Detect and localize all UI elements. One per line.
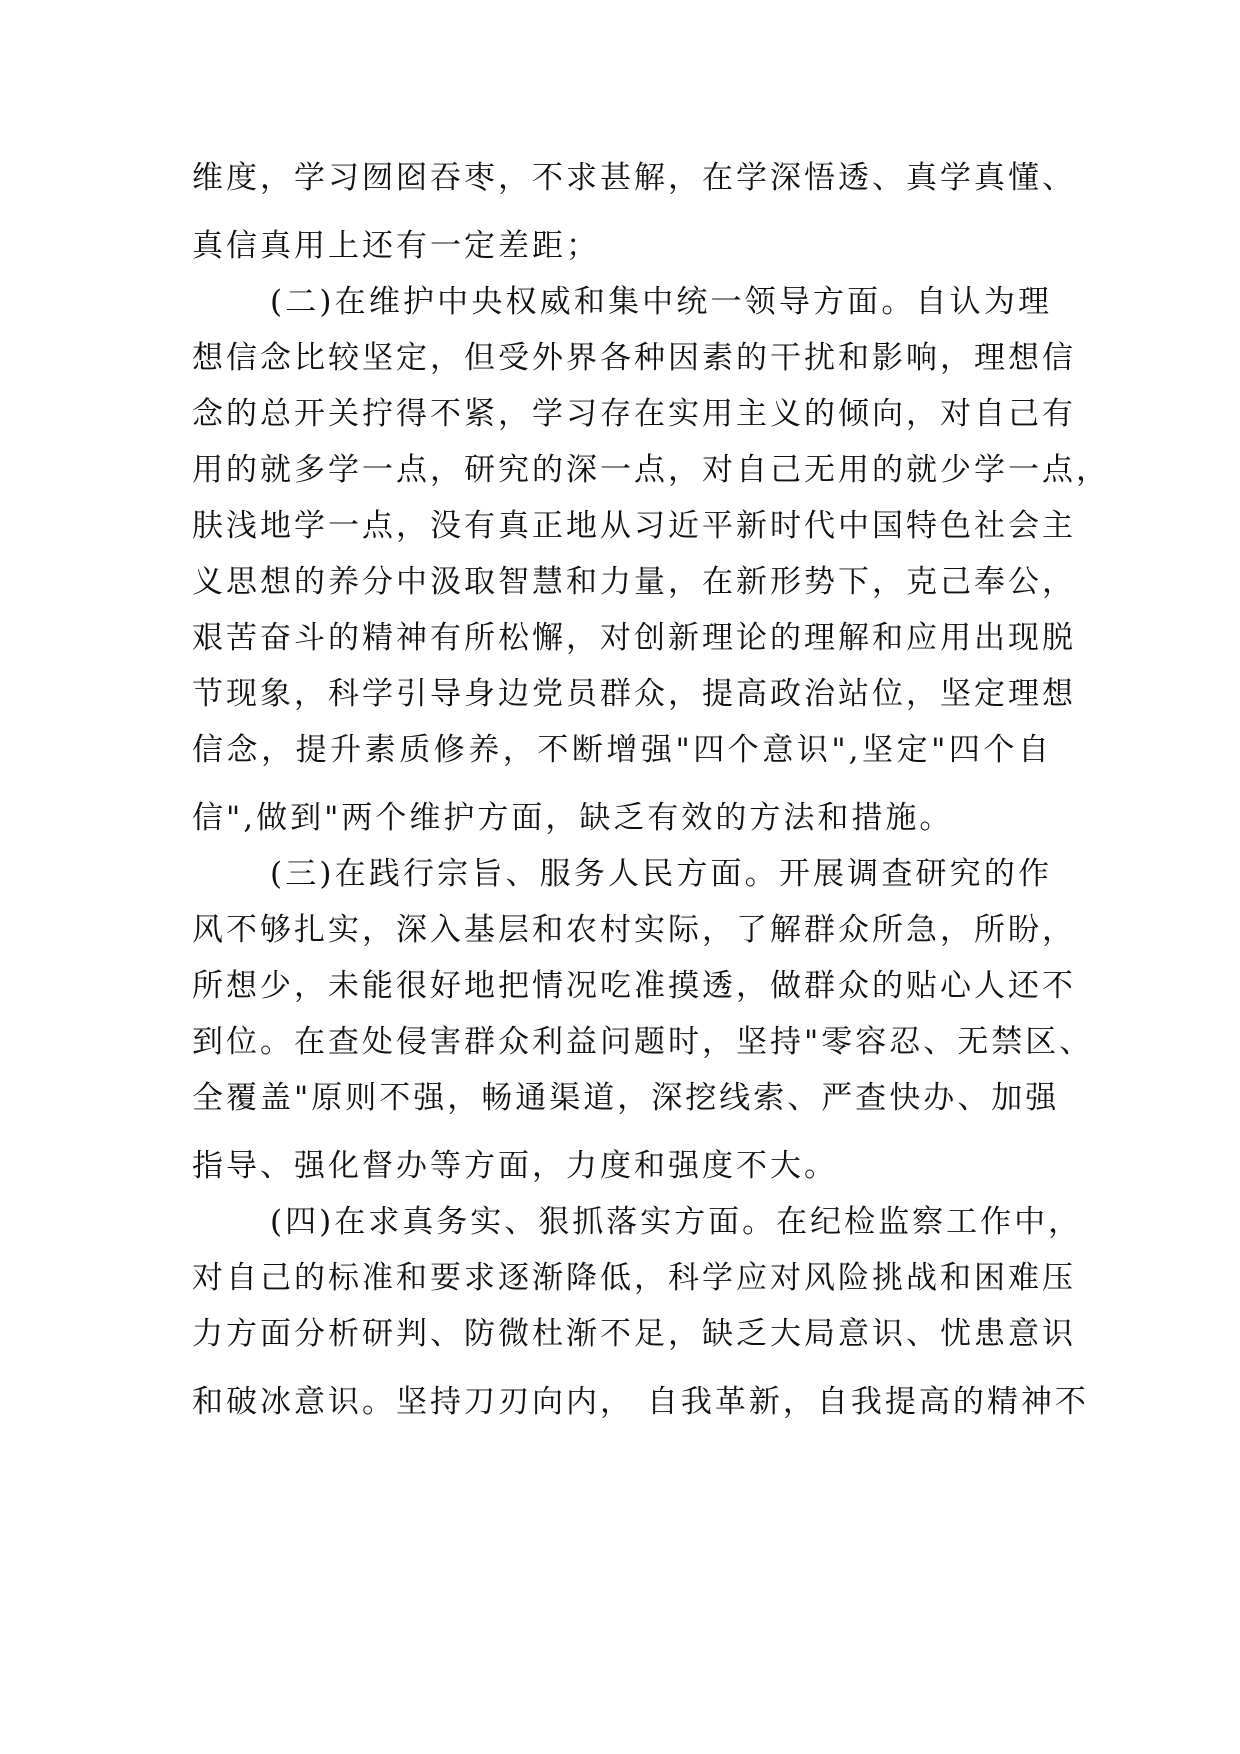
text-line: (三)在践行宗旨、服务人民方面。开展调查研究的作 xyxy=(270,856,1052,892)
text-line: 节现象，科学引导身边党员群众，提高政治站位，坚定理想 xyxy=(192,676,1076,712)
text-line: 念的总开关拧得不紧，学习存在实用主义的倾向，对自己有 xyxy=(192,396,1076,432)
text-line: (二)在维护中央权威和集中统一领导方面。自认为理 xyxy=(270,284,1052,320)
text-line: 真信真用上还有一定差距； xyxy=(192,228,600,264)
text-line: 想信念比较坚定，但受外界各种因素的干扰和影响，理想信 xyxy=(192,340,1076,376)
text-line: 对自己的标准和要求逐渐降低，科学应对风险挑战和困难压 xyxy=(192,1260,1076,1296)
text-line: 指导、强化督办等方面，力度和强度不大。 xyxy=(192,1148,838,1184)
text-line: 信念，提升素质修养，不断增强"四个意识",坚定"四个自 xyxy=(192,732,1052,768)
text-line: 用的就多学一点，研究的深一点，对自己无用的就少学一点， xyxy=(192,452,1110,488)
text-line: 和破冰意识。坚持刀刃向内， 自我革新，自我提高的精神不 xyxy=(192,1384,1089,1420)
text-line: 艰苦奋斗的精神有所松懈，对创新理论的理解和应用出现脱 xyxy=(192,620,1076,656)
text-line: 风不够扎实，深入基层和农村实际，了解群众所急，所盼， xyxy=(192,912,1076,948)
text-line: (四)在求真务实、狠抓落实方面。在纪检监察工作中， xyxy=(270,1204,1083,1240)
text-line: 力方面分析研判、防微杜渐不足，缺乏大局意识、忧患意识 xyxy=(192,1316,1076,1352)
text-line: 维度，学习囫囵吞枣，不求甚解，在学深悟透、真学真懂、 xyxy=(192,160,1076,196)
text-line: 到位。在查处侵害群众利益问题时，坚持"零容忍、无禁区、 xyxy=(192,1024,1094,1060)
text-line: 义思想的养分中汲取智慧和力量，在新形势下，克己奉公， xyxy=(192,564,1076,600)
text-line: 全覆盖"原则不强，畅通渠道，深挖线索、严查快办、加强 xyxy=(192,1080,1060,1116)
text-line: 肤浅地学一点，没有真正地从习近平新时代中国特色社会主 xyxy=(192,508,1076,544)
text-line: 信",做到"两个维护方面，缺乏有效的方法和措施。 xyxy=(192,800,954,836)
text-line: 所想少，未能很好地把情况吃准摸透，做群众的贴心人还不 xyxy=(192,968,1076,1004)
